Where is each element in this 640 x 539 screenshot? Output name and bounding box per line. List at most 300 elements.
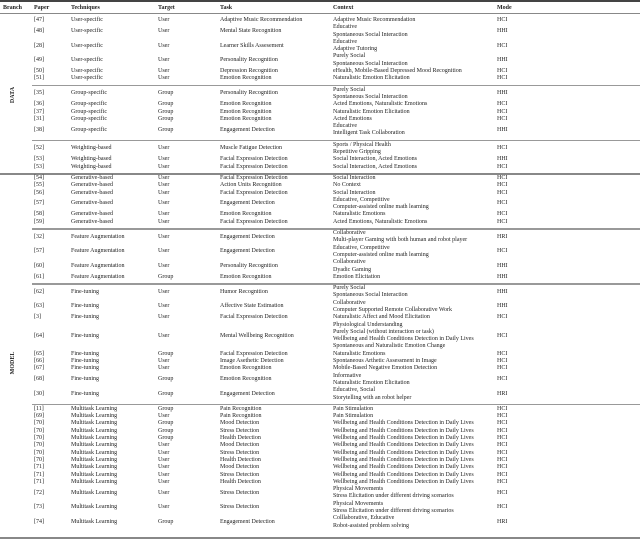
task-cell: Emotion Recognition <box>220 115 272 122</box>
context-line: Acted Emotions, Naturalistic Emotions <box>333 218 428 225</box>
mode-cell: HCI <box>497 101 508 108</box>
context-line: Storytelling with an robot helper <box>333 394 412 401</box>
context-line: Educative, Competitive <box>333 244 390 251</box>
table-row <box>0 351 640 358</box>
task-cell: Adaptive Music Recommendation <box>220 17 303 23</box>
context-line: Wellbeing and Health Conditions Detection in Daily Lives <box>333 442 474 449</box>
table-row <box>0 450 640 457</box>
task-cell: Mental Wellbeing Recognition <box>220 332 294 339</box>
header-task: Task <box>220 5 233 11</box>
table-row <box>0 285 640 300</box>
header-techniques: Techniques <box>71 5 100 11</box>
context-line: Spontaneous Social Interaction <box>333 31 408 38</box>
technique-cell: Multitask Learning <box>71 456 118 463</box>
table-row <box>0 116 640 123</box>
task-cell: Stress Detection <box>220 427 260 434</box>
context-cell <box>333 472 474 479</box>
table-row <box>0 164 640 171</box>
technique-cell: Multitask Learning <box>71 471 118 478</box>
table-row <box>0 479 640 486</box>
paper-cell: [11] <box>34 405 44 412</box>
paper-cell: [56] <box>34 189 44 196</box>
target-cell: Group <box>158 126 174 133</box>
mode-cell: HCI <box>497 427 508 434</box>
context-line: Robot-assisted problem solving <box>333 522 409 529</box>
context-cell <box>333 53 408 68</box>
context-line: Stress Elicitation under different driving scenarios <box>333 493 454 500</box>
context-cell <box>333 156 417 163</box>
mode-cell: HCI <box>497 405 508 412</box>
paper-cell: [47] <box>34 17 44 23</box>
technique-cell: Group-specific <box>71 115 107 122</box>
technique-cell: Group-specific <box>71 90 107 97</box>
context-cell <box>333 479 474 486</box>
technique-cell: Multitask Learning <box>71 442 118 449</box>
technique-cell: Multitask Learning <box>71 435 118 442</box>
technique-cell: Generative-based <box>71 189 113 196</box>
mode-cell: HCI <box>497 174 508 181</box>
technique-cell: Generative-based <box>71 218 113 225</box>
target-cell: Group <box>158 376 174 383</box>
target-cell: User <box>158 211 170 218</box>
target-cell: User <box>158 449 170 456</box>
mode-cell: HCI <box>497 489 508 496</box>
context-cell <box>333 501 454 516</box>
task-cell: Health Detection <box>220 478 261 485</box>
context-line: Wellbeing and Health Conditions Detection in Daily Lives <box>333 427 474 434</box>
mode-cell: HCI <box>497 350 508 357</box>
technique-cell: Multitask Learning <box>71 413 118 420</box>
mode-cell: HCI <box>497 420 508 427</box>
technique-cell: User-specific <box>71 75 103 82</box>
task-cell: Humor Recognition <box>220 288 268 295</box>
context-cell <box>333 75 410 82</box>
header-branch: Branch <box>3 5 23 11</box>
task-cell: Stress Detection <box>220 449 260 456</box>
context-line: Naturalistic Emotions <box>333 350 386 357</box>
context-cell <box>333 373 410 388</box>
context-line: Computer-assisted online math learning <box>333 251 429 258</box>
paper-cell: [53] <box>34 163 44 170</box>
target-cell: User <box>158 303 170 310</box>
context-line: Spontaneous and Naturalistic Emotion Change <box>333 343 446 350</box>
paper-cell: [28] <box>34 42 44 49</box>
paper-cell: [68] <box>34 376 44 383</box>
context-cell <box>333 123 405 138</box>
table-row <box>0 457 640 464</box>
target-cell: User <box>158 248 170 255</box>
context-line: Spontaneous Arthetic Assessment in Image <box>333 358 437 365</box>
context-cell <box>333 486 454 501</box>
context-line: Wellbeing and Health Conditions Detection in Daily Lives <box>333 449 474 456</box>
context-cell <box>333 413 373 420</box>
context-line: Physical Movements <box>333 500 384 507</box>
header-mode: Mode <box>497 5 512 11</box>
paper-cell: [67] <box>34 365 44 372</box>
task-cell: Engagement Detection <box>220 200 275 207</box>
target-cell: User <box>158 413 170 420</box>
paper-cell: [58] <box>34 211 44 218</box>
paper-cell: [52] <box>34 145 44 152</box>
mode-cell: HCI <box>497 75 508 82</box>
paper-cell: [71] <box>34 464 44 471</box>
target-cell: User <box>158 365 170 372</box>
context-line: Naturalistic Emotion Elicitation <box>333 379 410 386</box>
target-cell: User <box>158 163 170 170</box>
table-row <box>0 314 640 321</box>
context-cell <box>333 314 430 321</box>
context-cell <box>333 387 411 402</box>
context-line: Dyadic Gaming <box>333 266 372 273</box>
context-cell <box>333 245 429 260</box>
mode-cell: HCI <box>497 17 508 23</box>
mode-cell: HCI <box>497 115 508 122</box>
task-cell: Affective State Estimation <box>220 303 284 310</box>
context-cell <box>333 101 427 108</box>
target-cell: User <box>158 27 170 34</box>
technique-cell: Multitask Learning <box>71 420 118 427</box>
context-cell <box>333 190 375 197</box>
target-cell: User <box>158 156 170 163</box>
mode-cell: HHI <box>497 27 508 34</box>
context-line: Educative <box>333 24 357 31</box>
header-context: Context <box>333 5 354 11</box>
task-cell: Personality Recognition <box>220 57 278 64</box>
task-cell: Emotion Recognition <box>220 376 272 383</box>
mode-cell: HHI <box>497 262 508 269</box>
target-cell: Group <box>158 420 174 427</box>
task-cell: Pain Recognition <box>220 405 262 412</box>
paper-cell: [70] <box>34 449 44 456</box>
context-line: Collaborative <box>333 299 366 306</box>
context-cell <box>333 274 380 281</box>
task-cell: Mood Detection <box>220 420 260 427</box>
mode-cell: HCI <box>497 376 508 383</box>
context-line: Educative, Social <box>333 387 375 394</box>
table-row <box>0 123 640 138</box>
target-cell: Group <box>158 90 174 97</box>
context-line: Stress Elicitation under different driving scenarios <box>333 508 454 514</box>
context-line: Computer-assisted online math learning <box>333 204 429 211</box>
technique-cell: User-specific <box>71 27 103 34</box>
target-cell: User <box>158 68 170 75</box>
context-line: Purely Social <box>333 285 366 292</box>
task-cell: Stress Detection <box>220 471 260 478</box>
task-cell: Facial Expression Detection <box>220 218 288 225</box>
target-cell: User <box>158 182 170 189</box>
target-cell: User <box>158 442 170 449</box>
paper-cell: [49] <box>34 57 44 64</box>
context-line: Acted Emotions, Naturalistic Emotions <box>333 101 428 108</box>
top-rule <box>0 0 640 2</box>
paper-cell: [70] <box>34 456 44 463</box>
target-cell: User <box>158 464 170 471</box>
mode-cell: HCI <box>497 68 508 75</box>
mode-cell: HCI <box>497 478 508 485</box>
target-cell: Group <box>158 350 174 357</box>
mode-cell: HRI <box>497 233 508 240</box>
technique-cell: User-specific <box>71 42 103 49</box>
context-line: Collaborative <box>333 259 366 266</box>
mode-cell: HCI <box>497 189 508 196</box>
task-cell: Mental State Recognition <box>220 27 282 34</box>
table-group <box>0 283 640 404</box>
technique-cell: Weighting-based <box>71 156 112 163</box>
technique-cell: Generative-based <box>71 200 113 207</box>
context-line: Wellbeing and Health Conditions Detection in Daily Lives <box>333 456 474 463</box>
context-line: Educative <box>333 38 357 45</box>
task-cell: Emotion Recognition <box>220 273 272 280</box>
paper-cell: [57] <box>34 248 44 255</box>
context-cell <box>333 24 408 39</box>
paper-cell: [65] <box>34 350 44 357</box>
paper-cell: [72] <box>34 489 44 496</box>
paper-cell: [32] <box>34 233 44 240</box>
context-line: Wellbeing and Health Conditions Detection in Daily Lives <box>333 435 474 442</box>
table-row <box>0 39 640 54</box>
target-cell: Group <box>158 108 174 115</box>
table-row <box>0 406 640 413</box>
technique-cell: Fine-tuning <box>71 376 99 383</box>
target-cell: User <box>158 57 170 64</box>
mode-cell: HCI <box>497 145 508 152</box>
table-row <box>0 24 640 39</box>
target-cell: User <box>158 314 170 321</box>
context-line: Acted Emotions <box>333 115 372 122</box>
task-cell: Facial Expression Detection <box>220 163 288 170</box>
paper-cell: [51] <box>34 75 44 82</box>
task-cell: Facial Expression Detection <box>220 314 288 321</box>
context-cell <box>333 116 372 123</box>
context-line: Educative, Competitive <box>333 196 390 203</box>
mode-cell: HCI <box>497 365 508 372</box>
task-cell: Emotion Recognition <box>220 365 272 372</box>
table-row <box>0 87 640 102</box>
mode-cell: HCI <box>497 108 508 115</box>
table-row <box>0 300 640 315</box>
paper-cell: [53] <box>34 156 44 163</box>
paper-cell: [59] <box>34 218 44 225</box>
mode-cell: HCI <box>497 218 508 225</box>
mode-cell: HCI <box>497 471 508 478</box>
context-line: Mobile-Based Negative Emotion Detection <box>333 365 438 372</box>
task-cell: Facial Expression Detection <box>220 189 288 196</box>
context-cell <box>333 420 474 427</box>
table-group <box>0 15 640 85</box>
paper-cell: [62] <box>34 288 44 295</box>
context-cell <box>333 515 409 530</box>
technique-cell: Fine-tuning <box>71 314 99 321</box>
paper-cell: [64] <box>34 332 44 339</box>
technique-cell: Fine-tuning <box>71 303 99 310</box>
context-line: Social Interaction, Acted Emotions <box>333 163 417 170</box>
context-line: Adaptive Music Recommendation <box>333 17 416 23</box>
context-line: Computer Supported Remote Collaborative Work <box>333 306 453 313</box>
mode-cell: HHI <box>497 303 508 310</box>
mode-cell: HCI <box>497 200 508 207</box>
context-line: Pain Stimulation <box>333 413 374 420</box>
context-line: Wellbeing and Health Conditions Detection in Daily Lives <box>333 478 474 485</box>
context-line: Spontaneous Social Interaction <box>333 93 408 100</box>
technique-cell: Group-specific <box>71 101 107 108</box>
context-cell <box>333 87 408 102</box>
target-cell: Group <box>158 273 174 280</box>
paper-cell: [69] <box>34 413 44 420</box>
table-row <box>0 435 640 442</box>
technique-cell: User-specific <box>71 17 103 23</box>
table-row <box>0 101 640 108</box>
context-line: eHealth, Mobile-Based Depressed Mood Recognition <box>333 68 462 75</box>
context-line: Educative <box>333 123 357 130</box>
technique-cell: Feature Augmentation <box>71 262 125 269</box>
table-row <box>0 230 640 245</box>
target-cell: User <box>158 75 170 82</box>
mode-cell: HCI <box>497 211 508 218</box>
table-row <box>0 142 640 157</box>
table-group <box>0 404 640 532</box>
technique-cell: Fine-tuning <box>71 350 99 357</box>
mode-cell: HCI <box>497 435 508 442</box>
context-line: Pain Stimulation <box>333 405 374 412</box>
technique-cell: Group-specific <box>71 126 107 133</box>
paper-cell: [71] <box>34 478 44 485</box>
technique-cell: User-specific <box>71 57 103 64</box>
context-line: Wellbeing and Health Conditions Detection in Daily Lives <box>333 471 474 478</box>
task-cell: Personality Recognition <box>220 262 278 269</box>
target-cell: Group <box>158 405 174 412</box>
paper-cell: [54] <box>34 174 44 181</box>
mode-cell: HHI <box>497 156 508 163</box>
paper-cell: [70] <box>34 442 44 449</box>
paper-cell: [50] <box>34 68 44 75</box>
paper-cell: [73] <box>34 504 44 511</box>
context-cell <box>333 285 408 300</box>
context-line: Wellbeing and Health Conditions Detection in Daily Lives <box>333 464 474 471</box>
technique-cell: Multitask Learning <box>71 489 118 496</box>
task-cell: Engagement Detection <box>220 390 275 397</box>
technique-cell: Multitask Learning <box>71 518 118 525</box>
technique-cell: Multitask Learning <box>71 405 118 412</box>
context-cell <box>333 17 415 24</box>
target-cell: User <box>158 332 170 339</box>
context-line: Naturalistic Emotion Elicitation <box>333 108 410 115</box>
table-group <box>0 173 640 228</box>
target-cell: User <box>158 358 170 365</box>
task-cell: Muscle Fatigue Detection <box>220 145 282 152</box>
task-cell: Engagement Detection <box>220 248 275 255</box>
task-cell: Engagement Detection <box>220 518 275 525</box>
context-cell <box>333 435 474 442</box>
task-cell: Emotion Recognition <box>220 108 272 115</box>
header-paper: Paper <box>34 5 50 11</box>
task-cell: Engagement Detection <box>220 233 275 240</box>
context-cell <box>333 219 427 226</box>
context-line: Social Interaction <box>333 174 376 181</box>
table-row <box>0 75 640 82</box>
context-line: Intelligent Task Collaboration <box>333 130 405 137</box>
table-row <box>0 486 640 501</box>
mode-cell: HCI <box>497 456 508 463</box>
target-cell: Group <box>158 518 174 525</box>
task-cell: Action Units Recognition <box>220 182 282 189</box>
task-cell: Health Detection <box>220 435 261 442</box>
table-row <box>0 373 640 388</box>
context-line: Wellbeing and Health Conditions Detection in Daily Lives <box>333 420 474 427</box>
technique-cell: Weighting-based <box>71 145 112 152</box>
context-line: Sports / Physical Health <box>333 141 391 148</box>
context-cell <box>333 230 467 245</box>
mode-cell: HCI <box>497 42 508 49</box>
context-cell <box>333 259 371 274</box>
paper-cell: [66] <box>34 358 44 365</box>
context-line: Adaptive Tutoring <box>333 46 378 53</box>
paper-cell: [31] <box>34 115 44 122</box>
context-line: Emotion Elicitation <box>333 273 381 280</box>
target-cell: User <box>158 174 170 181</box>
task-cell: Mood Detection <box>220 464 260 471</box>
table-row <box>0 109 640 116</box>
context-line: Purely Social <box>333 53 366 60</box>
technique-cell: Multitask Learning <box>71 464 118 471</box>
target-cell: Group <box>158 435 174 442</box>
technique-cell: Generative-based <box>71 211 113 218</box>
table-row <box>0 175 640 182</box>
context-cell <box>333 164 417 171</box>
table-row <box>0 358 640 365</box>
header-target: Target <box>158 5 175 11</box>
context-cell <box>333 358 437 365</box>
table-row <box>0 515 640 530</box>
mode-cell: HRI <box>497 518 508 525</box>
context-line: Naturalistic Emotions <box>333 211 386 218</box>
mode-cell: HCI <box>497 413 508 420</box>
target-cell: User <box>158 504 170 511</box>
context-cell <box>333 450 474 457</box>
technique-cell: Feature Augmentation <box>71 273 125 280</box>
task-cell: Mood Detection <box>220 442 260 449</box>
task-cell: Facial Expression Detection <box>220 156 288 163</box>
technique-cell: Multitask Learning <box>71 449 118 456</box>
mode-cell: HCI <box>497 442 508 449</box>
table-row <box>0 219 640 226</box>
paper-cell: [60] <box>34 262 44 269</box>
technique-cell: Multitask Learning <box>71 504 118 511</box>
task-cell: Personality Recognition <box>220 90 278 97</box>
table-row <box>0 156 640 163</box>
context-line: Naturalistic Emotion Elicitation <box>333 75 410 82</box>
paper-cell: [38] <box>34 126 44 133</box>
technique-cell: Multitask Learning <box>71 478 118 485</box>
technique-cell: Generative-based <box>71 182 113 189</box>
table-row <box>0 420 640 427</box>
task-cell: Stress Detection <box>220 504 260 511</box>
table-row <box>0 387 640 402</box>
context-cell <box>333 175 375 182</box>
table-body <box>0 15 640 532</box>
target-cell: User <box>158 218 170 225</box>
technique-cell: Fine-tuning <box>71 390 99 397</box>
mode-cell: HCI <box>497 449 508 456</box>
paper-cell: [36] <box>34 101 44 108</box>
technique-cell: Fine-tuning <box>71 288 99 295</box>
target-cell: User <box>158 288 170 295</box>
context-line: Spontaneous Social Interaction <box>333 60 408 67</box>
target-cell: User <box>158 17 170 23</box>
task-cell: Emotion Recognition <box>220 211 272 218</box>
table-group <box>0 140 640 173</box>
table-row <box>0 182 640 189</box>
target-cell: User <box>158 189 170 196</box>
